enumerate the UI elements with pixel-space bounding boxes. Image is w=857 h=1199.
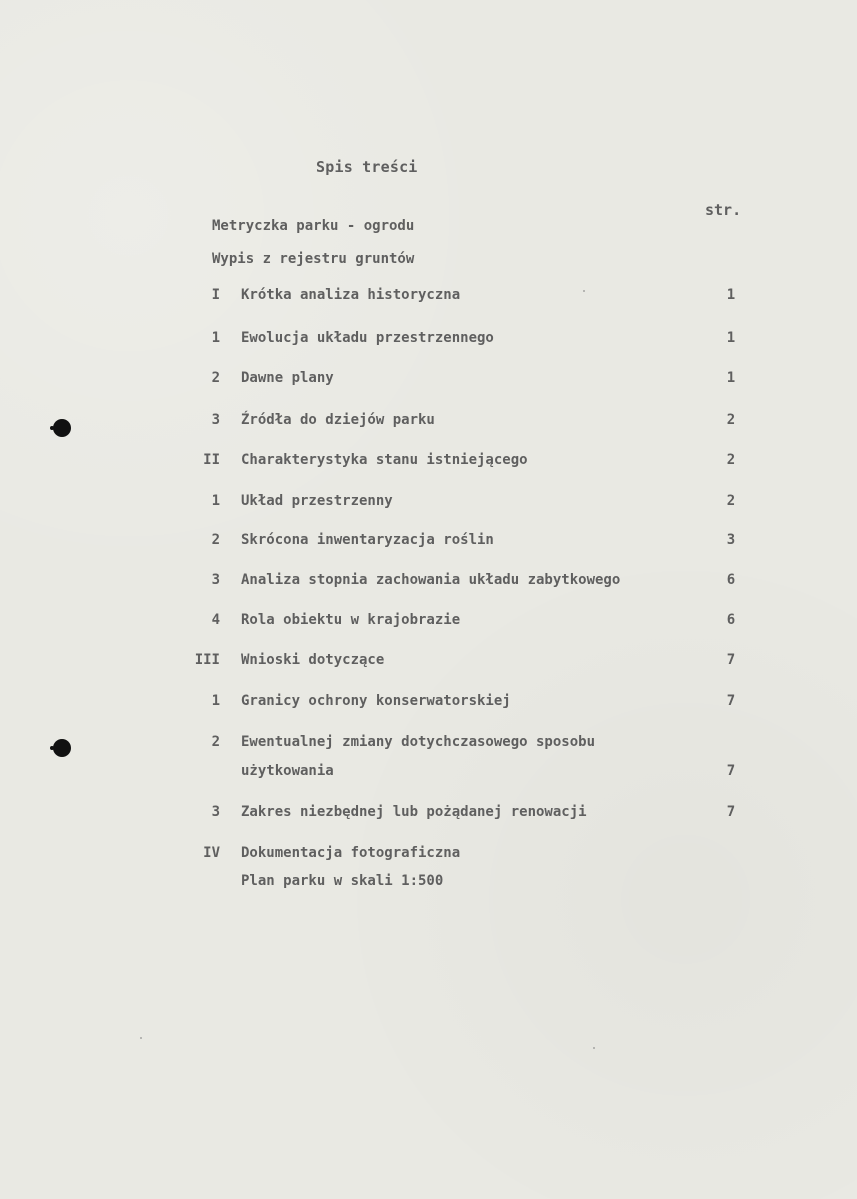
toc-number: II	[203, 452, 220, 468]
toc-entry	[0, 452, 857, 482]
toc-label: Charakterystyka stanu istniejącego	[241, 452, 528, 468]
toc-page-number: 7	[726, 693, 736, 709]
toc-label: Dawne plany	[241, 370, 334, 386]
toc-number: 2	[211, 532, 220, 548]
preface-line: Wypis z rejestru gruntów	[212, 251, 415, 267]
paper-speck	[583, 290, 585, 292]
toc-label: Układ przestrzenny	[241, 493, 393, 509]
toc-number: 3	[211, 572, 220, 588]
toc-label: Krótka analiza historyczna	[241, 287, 461, 303]
toc-label: Granicy ochrony konserwatorskiej	[241, 693, 511, 709]
toc-label: Ewentualnej zmiany dotychczasowego sposobu	[241, 734, 596, 750]
toc-number: I	[211, 287, 220, 303]
toc-label: Skrócona inwentaryzacja roślin	[241, 532, 494, 548]
toc-number: 1	[211, 693, 220, 709]
plan-line: Plan parku w skali 1:500	[241, 873, 444, 889]
toc-number: 2	[211, 734, 220, 750]
toc-page-number: 2	[726, 452, 736, 468]
toc-label: Analiza stopnia zachowania układu zabytkowego	[241, 572, 621, 588]
toc-number: 1	[211, 493, 220, 509]
toc-number: IV	[203, 845, 220, 861]
paper-speck	[140, 1037, 142, 1039]
toc-label: Zakres niezbędnej lub pożądanej renowacji	[241, 804, 587, 820]
toc-entry	[0, 734, 857, 784]
toc-number: 3	[211, 412, 220, 428]
preface-line: Metryczka parku - ogrodu	[212, 218, 415, 234]
toc-entry	[0, 652, 857, 682]
toc-entry	[0, 572, 857, 602]
toc-number: 4	[211, 612, 220, 628]
toc-entry	[0, 412, 857, 442]
toc-page-number: 1	[726, 287, 736, 303]
toc-page-number: 7	[726, 652, 736, 668]
toc-entry	[0, 370, 857, 400]
toc-entry	[0, 532, 857, 562]
toc-page-number: 6	[726, 572, 736, 588]
toc-entry	[0, 330, 857, 360]
toc-label: Wnioski dotyczące	[241, 652, 385, 668]
toc-label: Rola obiektu w krajobrazie	[241, 612, 461, 628]
toc-page-number: 2	[726, 412, 736, 428]
page-column-label: str.	[705, 201, 742, 219]
toc-number: 3	[211, 804, 220, 820]
document-title: Spis treści	[316, 158, 418, 176]
toc-number: 1	[211, 330, 220, 346]
toc-number: III	[194, 652, 220, 668]
toc-entry	[0, 693, 857, 723]
toc-label: Dokumentacja fotograficzna	[241, 845, 461, 861]
toc-page-number: 1	[726, 330, 736, 346]
toc-page-number: 7	[726, 763, 736, 779]
toc-label: Źródła do dziejów parku	[241, 412, 435, 428]
toc-entry	[0, 287, 857, 317]
toc-page-number: 6	[726, 612, 736, 628]
toc-entry	[0, 612, 857, 642]
toc-entry	[0, 845, 857, 875]
toc-page-number: 2	[726, 493, 736, 509]
toc-label: Ewolucja układu przestrzennego	[241, 330, 494, 346]
toc-page-number: 3	[726, 532, 736, 548]
toc-number: 2	[211, 370, 220, 386]
paper-speck	[593, 1047, 595, 1049]
toc-page-number: 1	[726, 370, 736, 386]
toc-label-continuation: użytkowania	[241, 763, 334, 779]
toc-entry	[0, 804, 857, 834]
toc-page-number: 7	[726, 804, 736, 820]
toc-entry	[0, 493, 857, 523]
